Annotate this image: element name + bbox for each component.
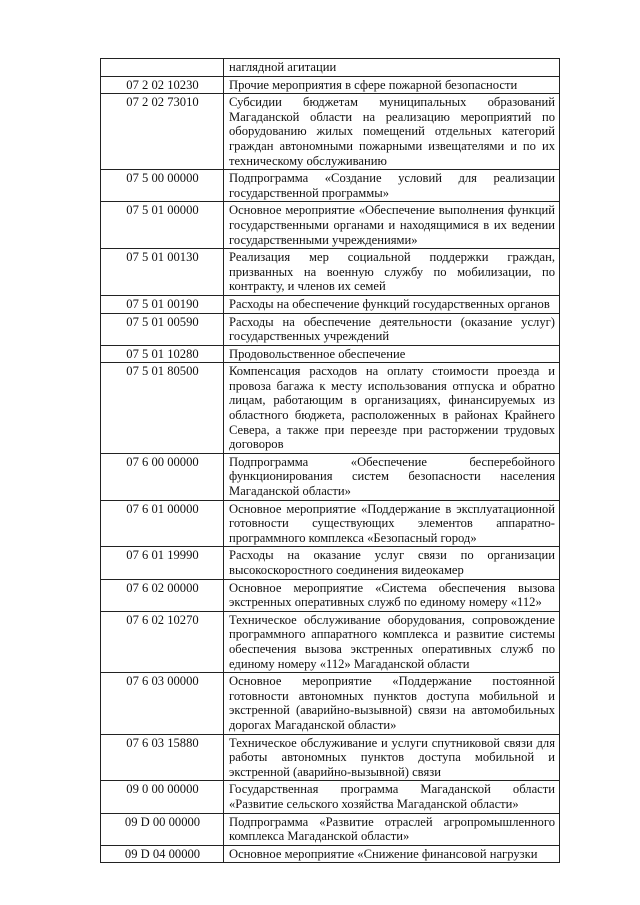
- row-description: Государственная программа Магаданской области «Развитие сельского хозяйства Магаданской области»: [224, 781, 560, 813]
- row-code: 07 6 01 00000: [101, 500, 224, 547]
- table-row: [101, 611, 560, 672]
- table-row: [101, 547, 560, 579]
- table-row: [101, 345, 560, 363]
- row-code: 07 5 01 00130: [101, 249, 224, 296]
- row-description: Расходы на обеспечение функций государственных органов: [224, 295, 560, 313]
- row-code: 07 6 03 00000: [101, 673, 224, 734]
- row-code: 07 5 01 00590: [101, 313, 224, 345]
- table-row: [101, 813, 560, 845]
- row-description: Техническое обслуживание и услуги спутниковой связи для работы автономных пунктов доступа мобильной и экстренной (аварийно-вызывной) связи: [224, 734, 560, 781]
- table-row: [101, 249, 560, 296]
- row-code: 07 5 01 10280: [101, 345, 224, 363]
- row-description: Реализация мер социальной поддержки граждан, призванных на военную службу по мобилизации, по контракту, и членов их семей: [224, 249, 560, 296]
- row-description: Субсидии бюджетам муниципальных образований Магаданской области на реализацию мероприятий по оборудованию жилых помещений отдельных категорий граждан автономными пожарными извещателями и по их техническому обслуживанию: [224, 94, 560, 170]
- row-code: 07 5 01 80500: [101, 363, 224, 454]
- table-row: [101, 673, 560, 734]
- row-code: 07 6 03 15880: [101, 734, 224, 781]
- row-code: 09 D 00 00000: [101, 813, 224, 845]
- row-description: Подпрограмма «Развитие отраслей агропромышленного комплекса Магаданской области»: [224, 813, 560, 845]
- row-code: 09 D 04 00000: [101, 845, 224, 863]
- table-row: [101, 295, 560, 313]
- row-description: Расходы на обеспечение деятельности (оказание услуг) государственных учреждений: [224, 313, 560, 345]
- table-row: [101, 202, 560, 249]
- row-code: 07 5 01 00000: [101, 202, 224, 249]
- row-code: 07 2 02 73010: [101, 94, 224, 170]
- row-description: Прочие мероприятия в сфере пожарной безопасности: [224, 76, 560, 94]
- row-description: Основное мероприятие «Поддержание в эксплуатационной готовности существующих элементов аппаратно-программного комплекса «Безопасный город»: [224, 500, 560, 547]
- table-row: [101, 170, 560, 202]
- table-row: [101, 500, 560, 547]
- table-row: [101, 363, 560, 454]
- row-description: Основное мероприятие «Поддержание постоянной готовности автономных пунктов доступа мобильной и экстренной (аварийно-вызывной) связи на автомобильных дорогах Магаданской области»: [224, 673, 560, 734]
- budget-classification-table: [100, 58, 560, 863]
- row-code: [101, 59, 224, 77]
- row-description: Подпрограмма «Создание условий для реализации государственной программы»: [224, 170, 560, 202]
- row-code: 07 2 02 10230: [101, 76, 224, 94]
- table-row: [101, 845, 560, 863]
- row-description: Компенсация расходов на оплату стоимости проезда и провоза багажа к месту использования отпуска и обратно лицам, работающим в организациях, финансируемых из областного бюджета, расположенных в районах Крайнего Севера, а также при переезде при расторжении трудовых договоров: [224, 363, 560, 454]
- table-row: [101, 313, 560, 345]
- row-code: 07 6 02 00000: [101, 579, 224, 611]
- table-row: [101, 734, 560, 781]
- table-row: [101, 94, 560, 170]
- table-row: [101, 453, 560, 500]
- row-description: Подпрограмма «Обеспечение бесперебойного функционирования систем безопасности населения Магаданской области»: [224, 453, 560, 500]
- row-code: 07 5 00 00000: [101, 170, 224, 202]
- table-row: [101, 59, 560, 77]
- row-code: 07 6 00 00000: [101, 453, 224, 500]
- table-body: [101, 59, 560, 863]
- row-description: Продовольственное обеспечение: [224, 345, 560, 363]
- row-description: Техническое обслуживание оборудования, сопровождение программного аппаратного комплекса и развитие системы обеспечения вызова экстренных оперативных служб по единому номеру «112» Магаданской области: [224, 611, 560, 672]
- table-row: [101, 579, 560, 611]
- row-description: Основное мероприятие «Снижение финансовой нагрузки: [224, 845, 560, 863]
- table-row: [101, 76, 560, 94]
- row-code: 07 5 01 00190: [101, 295, 224, 313]
- table-row: [101, 781, 560, 813]
- row-code: 09 0 00 00000: [101, 781, 224, 813]
- row-description: Основное мероприятие «Обеспечение выполнения функций государственными органами и находящимися в их ведении государственными учреждениями»: [224, 202, 560, 249]
- row-description: Основное мероприятие «Система обеспечения вызова экстренных оперативных служб по единому номеру «112»: [224, 579, 560, 611]
- row-description: наглядной агитации: [224, 59, 560, 77]
- row-description: Расходы на оказание услуг связи по организации высокоскоростного соединения видеокамер: [224, 547, 560, 579]
- row-code: 07 6 01 19990: [101, 547, 224, 579]
- row-code: 07 6 02 10270: [101, 611, 224, 672]
